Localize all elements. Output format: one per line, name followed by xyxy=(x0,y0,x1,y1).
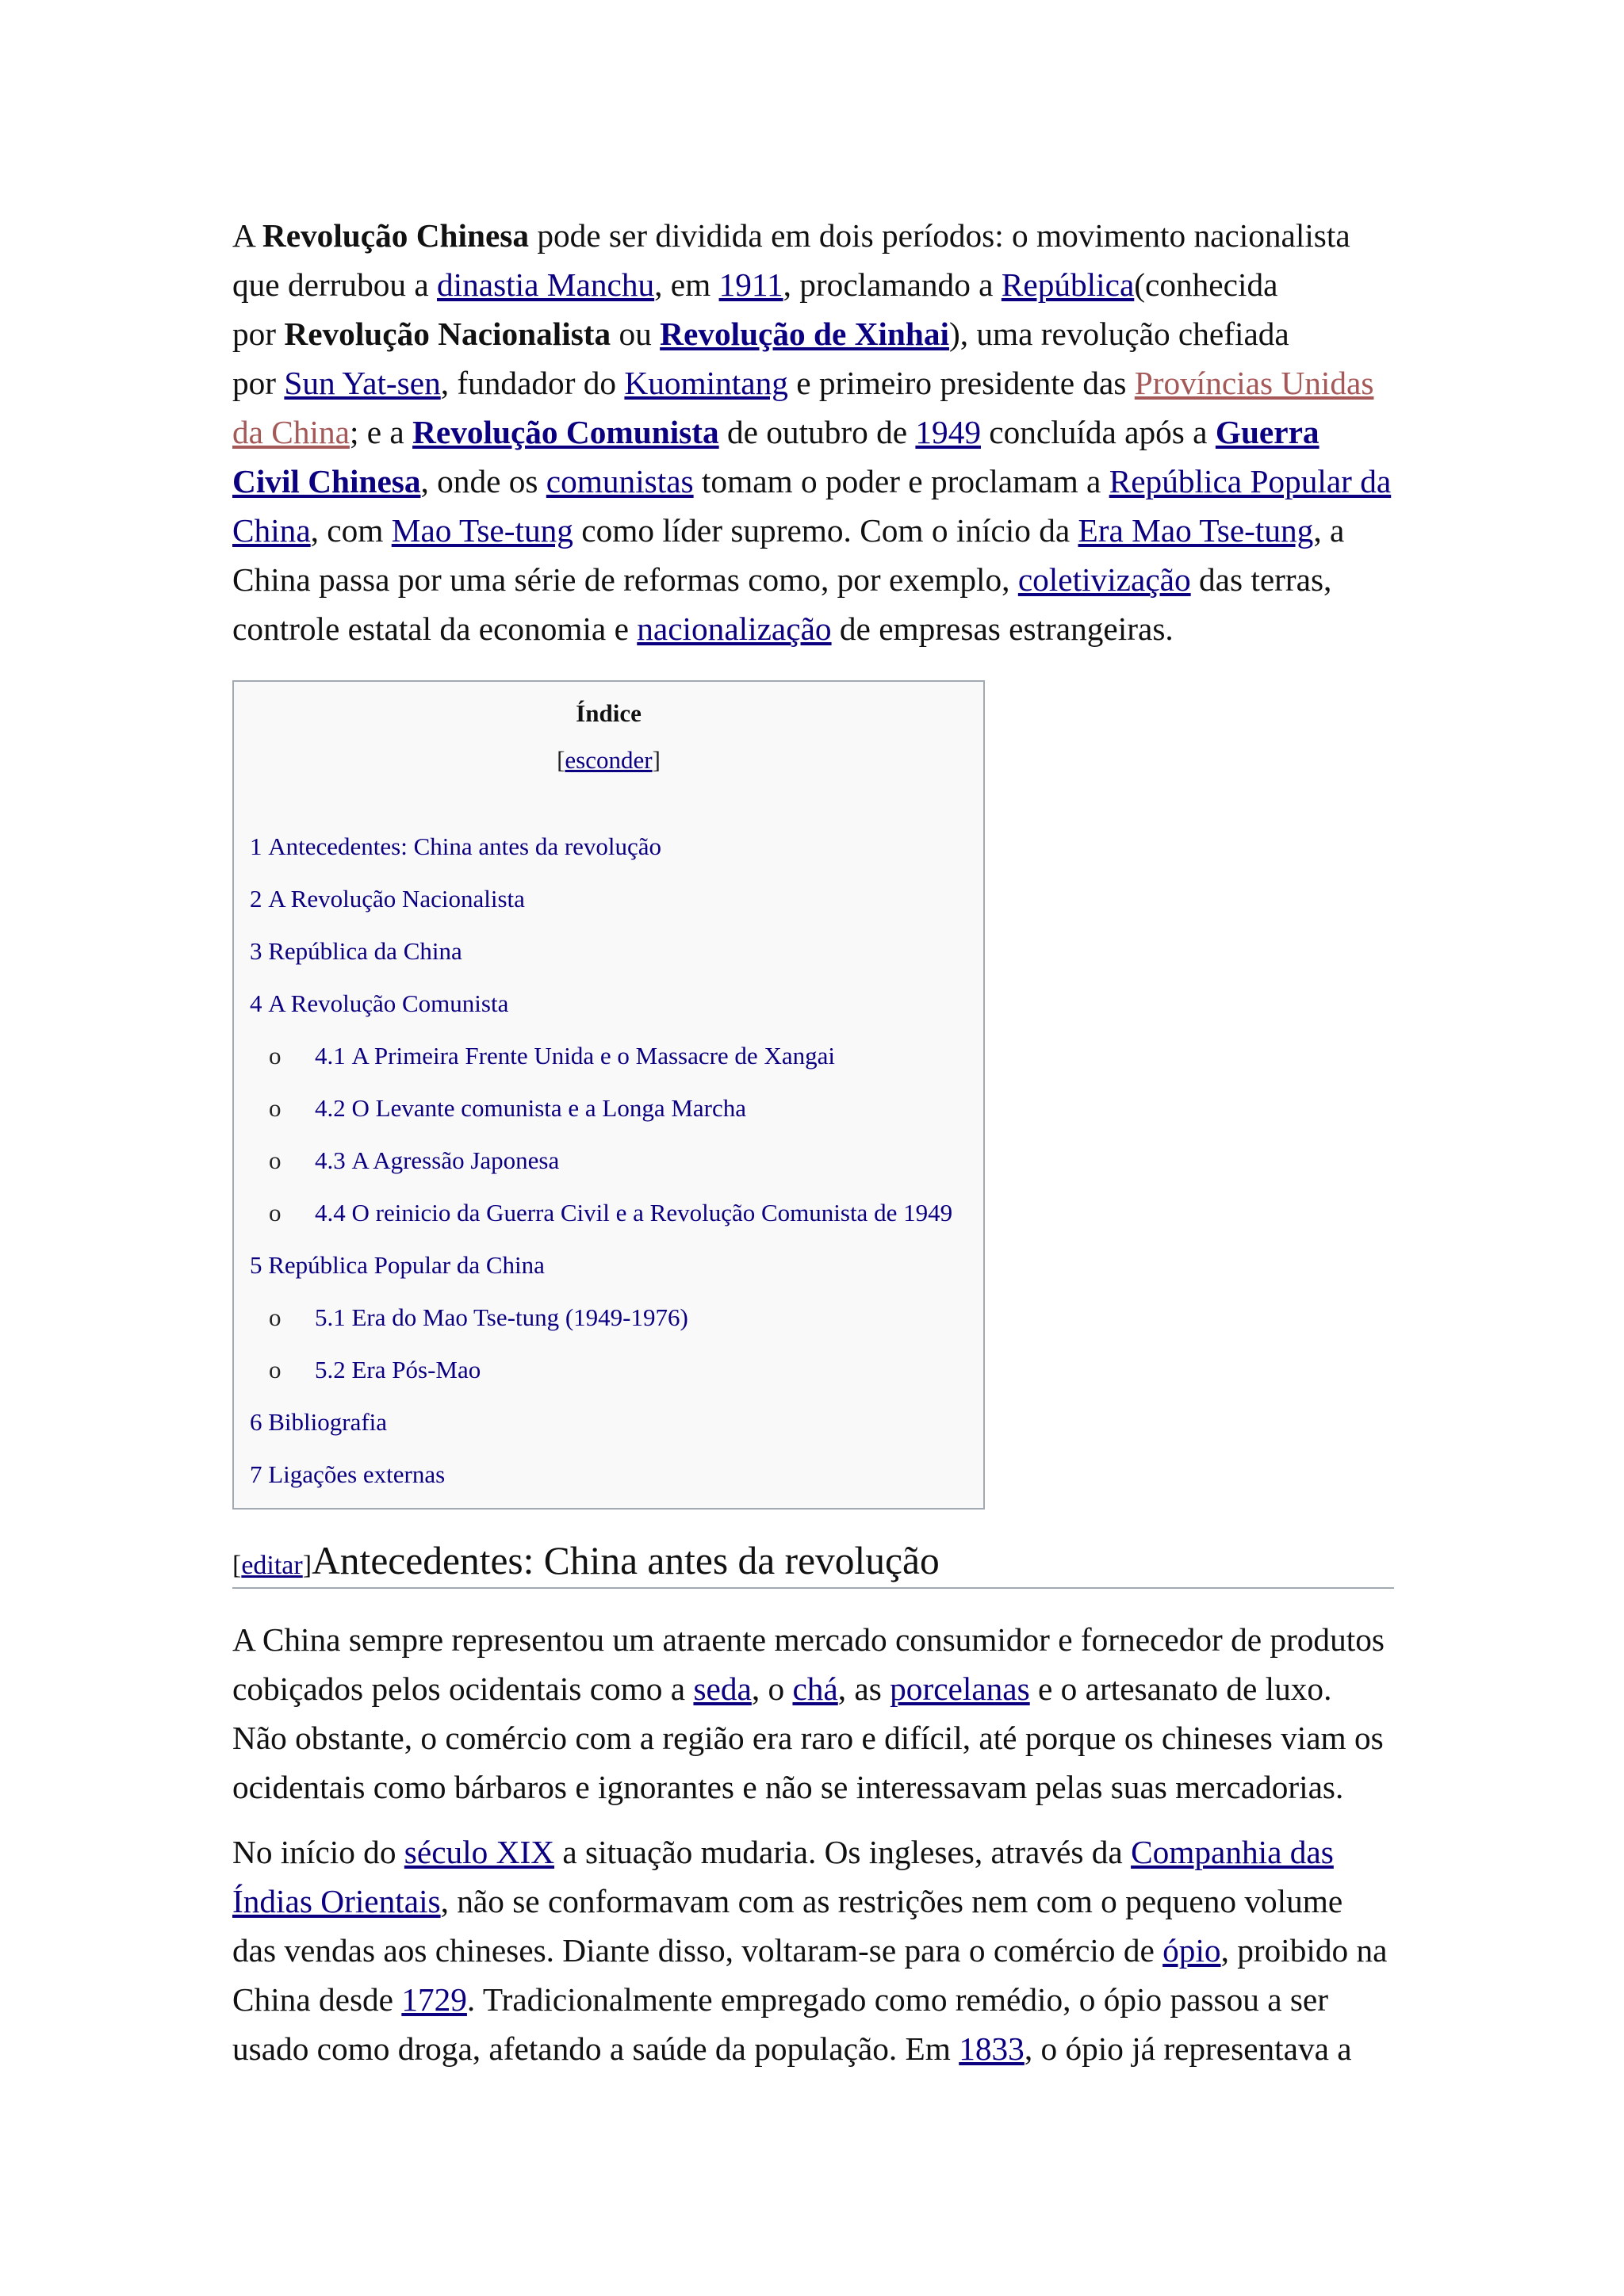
link-porcelanas[interactable]: porcelanas xyxy=(890,1670,1030,1707)
link-era-mao-tse-tung[interactable]: Era Mao Tse-tung xyxy=(1078,512,1314,549)
text-run: das vendas aos chineses. Diante disso, voltaram-se para o comércio de xyxy=(232,1932,1163,1969)
toc-item-number: 2 xyxy=(250,885,262,913)
text-line xyxy=(232,1827,1398,1877)
text-run: . Tradicionalmente empregado como remédio, o ópio passou a ser xyxy=(466,1981,1329,2018)
toc-item-number: 5.2 xyxy=(315,1356,346,1383)
text-line xyxy=(232,1664,1398,1713)
bold-text: Revolução Chinesa xyxy=(262,217,529,254)
link-republica[interactable]: República xyxy=(1001,266,1135,303)
link-kuomintang[interactable]: Kuomintang xyxy=(624,365,788,401)
text-run: , não se conformavam com as restrições nem com o pequeno volume xyxy=(440,1883,1343,1919)
hide-toc-link[interactable]: esconder xyxy=(565,746,653,774)
section-title: Antecedentes: China antes da revolução xyxy=(312,1539,940,1582)
text-run: , o ópio já representava a xyxy=(1024,2030,1352,2067)
text-run: ; e a xyxy=(349,414,413,450)
list-bullet: o xyxy=(269,1303,282,1331)
text-line xyxy=(232,1975,1398,2024)
text-run: A xyxy=(232,217,262,254)
toc-item-4-4[interactable] xyxy=(234,1187,983,1239)
text-run: China passa por uma série de reformas como, por exemplo, xyxy=(232,561,1018,598)
toc-item-number: 5 xyxy=(250,1251,262,1279)
link-1911[interactable]: 1911 xyxy=(718,266,783,303)
link-indias-orientais[interactable]: Índias Orientais xyxy=(232,1883,441,1919)
text-line xyxy=(232,1926,1398,1975)
link-provincias-unidas[interactable]: Províncias Unidas xyxy=(1134,365,1374,401)
text-line xyxy=(232,2024,1398,2073)
toc-item-label: Bibliografia xyxy=(268,1408,388,1436)
toc-item-label: A Primeira Frente Unida e o Massacre de Xangai xyxy=(351,1042,835,1070)
text-line xyxy=(232,358,1398,408)
section-paragraph xyxy=(232,1827,1398,2073)
edit-open-bracket: [ xyxy=(232,1551,242,1580)
toc-item-label: Era Pós-Mao xyxy=(351,1356,481,1383)
text-run: de outubro de xyxy=(718,414,916,450)
text-run: A China sempre representou um atraente mercado consumidor e fornecedor de produtos xyxy=(232,1621,1385,1658)
text-run: tomam o poder e proclamam a xyxy=(693,463,1109,499)
intro-paragraph xyxy=(232,211,1398,653)
toc-item-label: O reinicio da Guerra Civil e a Revolução Comunista de 1949 xyxy=(351,1199,953,1226)
toc-item-5-2[interactable] xyxy=(234,1344,983,1396)
text-line xyxy=(232,408,1398,457)
toc-list xyxy=(234,821,983,1501)
text-run: pode ser dividida em dois períodos: o movimento nacionalista xyxy=(529,217,1350,254)
toggle-open-bracket: [ xyxy=(557,746,565,774)
section-paragraph xyxy=(232,1615,1398,1812)
list-bullet: o xyxy=(269,1094,282,1122)
bold-text: Revolução Nacionalista xyxy=(284,316,611,352)
link-companhia-das[interactable]: Companhia das xyxy=(1131,1834,1334,1870)
link-revolucao-comunista[interactable]: Revolução Comunista xyxy=(412,414,719,450)
toc-item-4[interactable] xyxy=(234,978,983,1030)
text-line xyxy=(232,1877,1398,1926)
toc-item-label: A Revolução Nacionalista xyxy=(268,885,525,913)
link-1833[interactable]: 1833 xyxy=(959,2030,1025,2067)
text-line xyxy=(232,555,1398,604)
text-run: (conhecida xyxy=(1134,266,1278,303)
toc-item-number: 5.1 xyxy=(315,1303,346,1331)
text-run: , em xyxy=(654,266,719,303)
link-sun-yat-sen[interactable]: Sun Yat-sen xyxy=(284,365,441,401)
link-1949[interactable]: 1949 xyxy=(915,414,981,450)
link-da-china[interactable]: da China xyxy=(232,414,350,450)
text-line xyxy=(232,1615,1398,1664)
link-china[interactable]: China xyxy=(232,512,311,549)
text-run: No início do xyxy=(232,1834,404,1870)
text-run: controle estatal da economia e xyxy=(232,610,638,647)
link-guerra[interactable]: Guerra xyxy=(1215,414,1320,450)
text-run: ou xyxy=(611,316,661,352)
text-run: e primeiro presidente das xyxy=(787,365,1135,401)
link-1729[interactable]: 1729 xyxy=(401,1981,467,2018)
text-run: , onde os xyxy=(420,463,546,499)
edit-section-link[interactable]: editar xyxy=(241,1551,303,1580)
text-run: China desde xyxy=(232,1981,402,2018)
toc-item-number: 4.2 xyxy=(315,1094,346,1122)
text-run: , o xyxy=(751,1670,793,1707)
toggle-close-bracket: ] xyxy=(652,746,661,774)
link-opio[interactable]: ópio xyxy=(1162,1932,1221,1969)
toc-item-label: Antecedentes: China antes da revolução xyxy=(268,832,662,860)
link-dinastia-manchu[interactable]: dinastia Manchu xyxy=(437,266,655,303)
toc-item-number: 4.3 xyxy=(315,1146,346,1174)
toc-item-label: O Levante comunista e a Longa Marcha xyxy=(351,1094,747,1122)
text-run: como líder supremo. Com o início da xyxy=(573,512,1078,549)
link-seculo-xix[interactable]: século XIX xyxy=(404,1834,555,1870)
text-run: a situação mudaria. Os ingleses, através da xyxy=(554,1834,1132,1870)
toc-item-5[interactable] xyxy=(234,1239,983,1292)
toc-item-number: 4.4 xyxy=(315,1199,346,1226)
edit-section-group xyxy=(232,1551,312,1580)
text-run: , proclamando a xyxy=(783,266,1002,303)
link-civil-chinesa[interactable]: Civil Chinesa xyxy=(232,463,421,499)
link-seda[interactable]: seda xyxy=(693,1670,752,1707)
text-run: , com xyxy=(310,512,392,549)
toc-item-number: 4.1 xyxy=(315,1042,346,1070)
toc-item-number: 4 xyxy=(250,989,262,1017)
list-bullet: o xyxy=(269,1199,282,1226)
text-run: por xyxy=(232,316,285,352)
toc-item-label: A Revolução Comunista xyxy=(268,989,509,1017)
toc-item-5-1[interactable] xyxy=(234,1292,983,1344)
text-line xyxy=(232,1762,1398,1812)
text-line xyxy=(232,309,1398,358)
toc-item-1[interactable] xyxy=(234,821,983,873)
toc-item-label: Ligações externas xyxy=(268,1460,446,1488)
text-run: que derrubou a xyxy=(232,266,438,303)
table-of-contents xyxy=(232,680,985,1510)
link-revolucao-de-xinhai[interactable]: Revolução de Xinhai xyxy=(660,316,949,352)
toc-item-label: A Agressão Japonesa xyxy=(351,1146,560,1174)
link-coletivizacao[interactable]: coletivização xyxy=(1017,561,1191,598)
toc-item-label: Era do Mao Tse-tung (1949-1976) xyxy=(351,1303,688,1331)
text-run: por xyxy=(232,365,285,401)
section-heading xyxy=(232,1535,1394,1589)
toc-toggle xyxy=(234,737,983,783)
text-run: das terras, xyxy=(1190,561,1332,598)
text-line xyxy=(232,1713,1398,1762)
link-comunistas[interactable]: comunistas xyxy=(546,463,694,499)
toc-item-4-3[interactable] xyxy=(234,1135,983,1187)
link-cha[interactable]: chá xyxy=(792,1670,838,1707)
toc-item-label: República da China xyxy=(268,937,462,965)
text-line xyxy=(232,260,1398,309)
text-run: , fundador do xyxy=(440,365,625,401)
link-republica-popular-da[interactable]: República Popular da xyxy=(1109,463,1392,499)
text-run: , proibido na xyxy=(1220,1932,1388,1969)
text-line xyxy=(232,211,1398,260)
toc-item-4-1[interactable] xyxy=(234,1030,983,1082)
toc-item-2[interactable] xyxy=(234,873,983,925)
text-run: ocidentais como bárbaros e ignorantes e não se interessavam pelas suas mercadorias. xyxy=(232,1769,1344,1805)
edit-close-bracket: ] xyxy=(302,1551,312,1580)
toc-item-number: 1 xyxy=(250,832,262,860)
text-run: ), uma revolução chefiada xyxy=(948,316,1289,352)
toc-item-label: República Popular da China xyxy=(268,1251,545,1279)
text-line xyxy=(232,604,1398,653)
toc-item-number: 7 xyxy=(250,1460,262,1488)
text-run: , as xyxy=(837,1670,891,1707)
link-mao-tse-tung[interactable]: Mao Tse-tung xyxy=(391,512,573,549)
text-line xyxy=(232,457,1398,506)
toc-title: Índice xyxy=(576,699,642,727)
text-run: concluída após a xyxy=(980,414,1216,450)
toc-item-7[interactable] xyxy=(234,1448,983,1501)
toc-item-number: 6 xyxy=(250,1408,262,1436)
toc-item-4-2[interactable] xyxy=(234,1082,983,1135)
toc-item-3[interactable] xyxy=(234,925,983,978)
text-run: , a xyxy=(1313,512,1345,549)
list-bullet: o xyxy=(269,1146,282,1174)
text-line xyxy=(232,506,1398,555)
list-bullet: o xyxy=(269,1042,282,1070)
toc-item-6[interactable] xyxy=(234,1396,983,1448)
text-run: e o artesanato de luxo. xyxy=(1029,1670,1332,1707)
text-run: cobiçados pelos ocidentais como a xyxy=(232,1670,694,1707)
link-nacionalizacao[interactable]: nacionalização xyxy=(637,610,832,647)
toc-item-number: 3 xyxy=(250,937,262,965)
text-run: usado como droga, afetando a saúde da população. Em xyxy=(232,2030,959,2067)
text-run: Não obstante, o comércio com a região era raro e difícil, até porque os chineses viam os xyxy=(232,1720,1384,1756)
list-bullet: o xyxy=(269,1356,282,1383)
text-run: de empresas estrangeiras. xyxy=(831,610,1174,647)
